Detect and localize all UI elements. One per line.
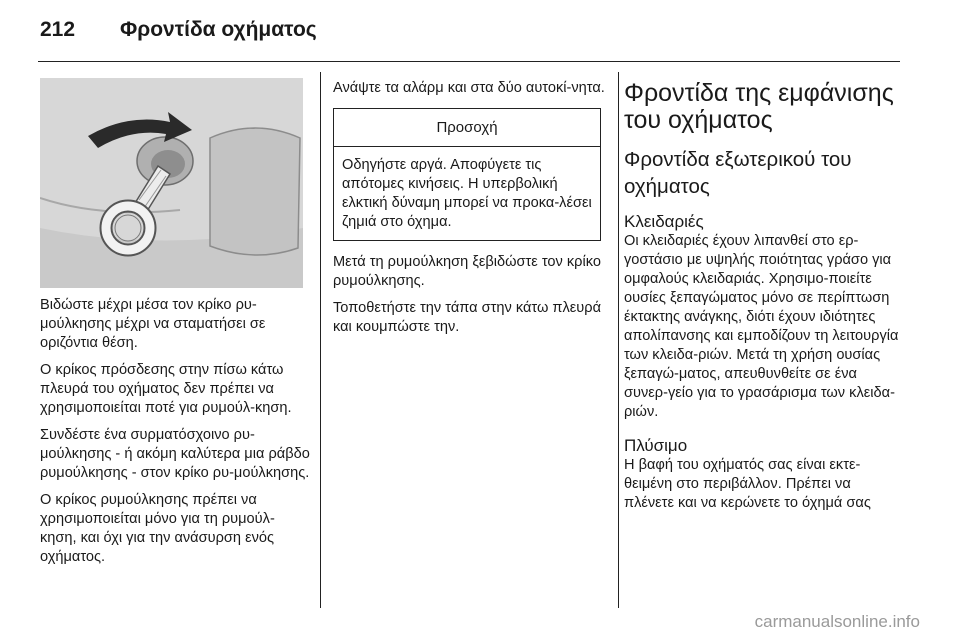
- column-divider-2: [618, 72, 619, 608]
- locks-heading: Κλειδαριές: [624, 212, 704, 231]
- washing-heading: Πλύσιμο: [624, 436, 688, 455]
- page-number: 212: [40, 18, 76, 41]
- page-title: Φροντίδα οχήματος: [120, 18, 317, 41]
- caution-title: Προσοχή: [334, 109, 600, 147]
- watermark: carmanualsonline.info: [754, 612, 920, 631]
- column-left: [40, 296, 310, 575]
- paragraph: Συνδέστε ένα συρματόσχοινο ρυ-μούλκησης - ή ακόμη καλύτερα μια ράβδο ρυμούλκησης - στον κρίκο ρυ-μούλκησης.: [40, 427, 310, 481]
- page-header: [40, 18, 317, 48]
- washing-text: Η βαφή του οχήματός σας είναι εκτε-θειμένη στο περιβάλλον. Πρέπει να πλένετε και να κερώνετε το όχημά σας: [624, 457, 871, 511]
- subsection-heading: Φροντίδα εξωτερικού του οχήματος: [624, 148, 852, 198]
- paragraph: Ανάψτε τα αλάρμ και στα δύο αυτοκί-νητα.: [333, 80, 605, 96]
- locks-text: Οι κλειδαριές έχουν λιπανθεί στο ερ-γοστάσιο με υψηλής ποιότητας γράσο για ομφαλούς κλειδαριάς. Χρησιμο-ποιείτε ουσίες ξεπαγώματος μόνο σε περίπτωση έκτακτης ανάγκης, διότι έχουν ιδιότητες απολίπανσης και εμποδίζουν τη λειτουργία των κλειδα-ριών. Μετά τη χρήση ουσίας ξεπαγώ-ματος, απευθυνθείτε σε ένα συνερ-γείο για το γρασάρισμα των κλειδα-ριών.: [624, 233, 899, 420]
- paragraph: Τοποθετήστε την τάπα στην κάτω πλευρά και κουμπώστε την.: [333, 300, 602, 335]
- column-right: [624, 80, 904, 527]
- tow-eye-illustration: [40, 78, 303, 288]
- caution-text: Οδηγήστε αργά. Αποφύγετε τις απότομες κινήσεις. Η υπερβολική ελκτική δύναμη μπορεί να προκα-λέσει ζημιά στο όχημα.: [342, 157, 592, 230]
- column-middle: [333, 79, 605, 345]
- header-rule: [38, 61, 900, 62]
- section-heading: Φροντίδα της εμφάνισης του οχήματος: [624, 79, 894, 134]
- paragraph: Ο κρίκος πρόσδεσης στην πίσω κάτω πλευρά του οχήματος δεν πρέπει να χρησιμοποιείται ποτέ για ρυμούλ-κηση.: [40, 362, 292, 416]
- paragraph: Βιδώστε μέχρι μέσα τον κρίκο ρυ-μούλκησης μέχρι να σταματήσει σε οριζόντια θέση.: [40, 297, 266, 351]
- column-divider-1: [320, 72, 321, 608]
- paragraph: Ο κρίκος ρυμούλκησης πρέπει να χρησιμοποιείται μόνο για τη ρυμούλ-κηση, και όχι για την ανάσυρση ενός οχήματος.: [40, 492, 275, 565]
- paragraph: Μετά τη ρυμούλκηση ξεβιδώστε τον κρίκο ρυμούλκησης.: [333, 254, 601, 289]
- caution-box: [333, 108, 601, 241]
